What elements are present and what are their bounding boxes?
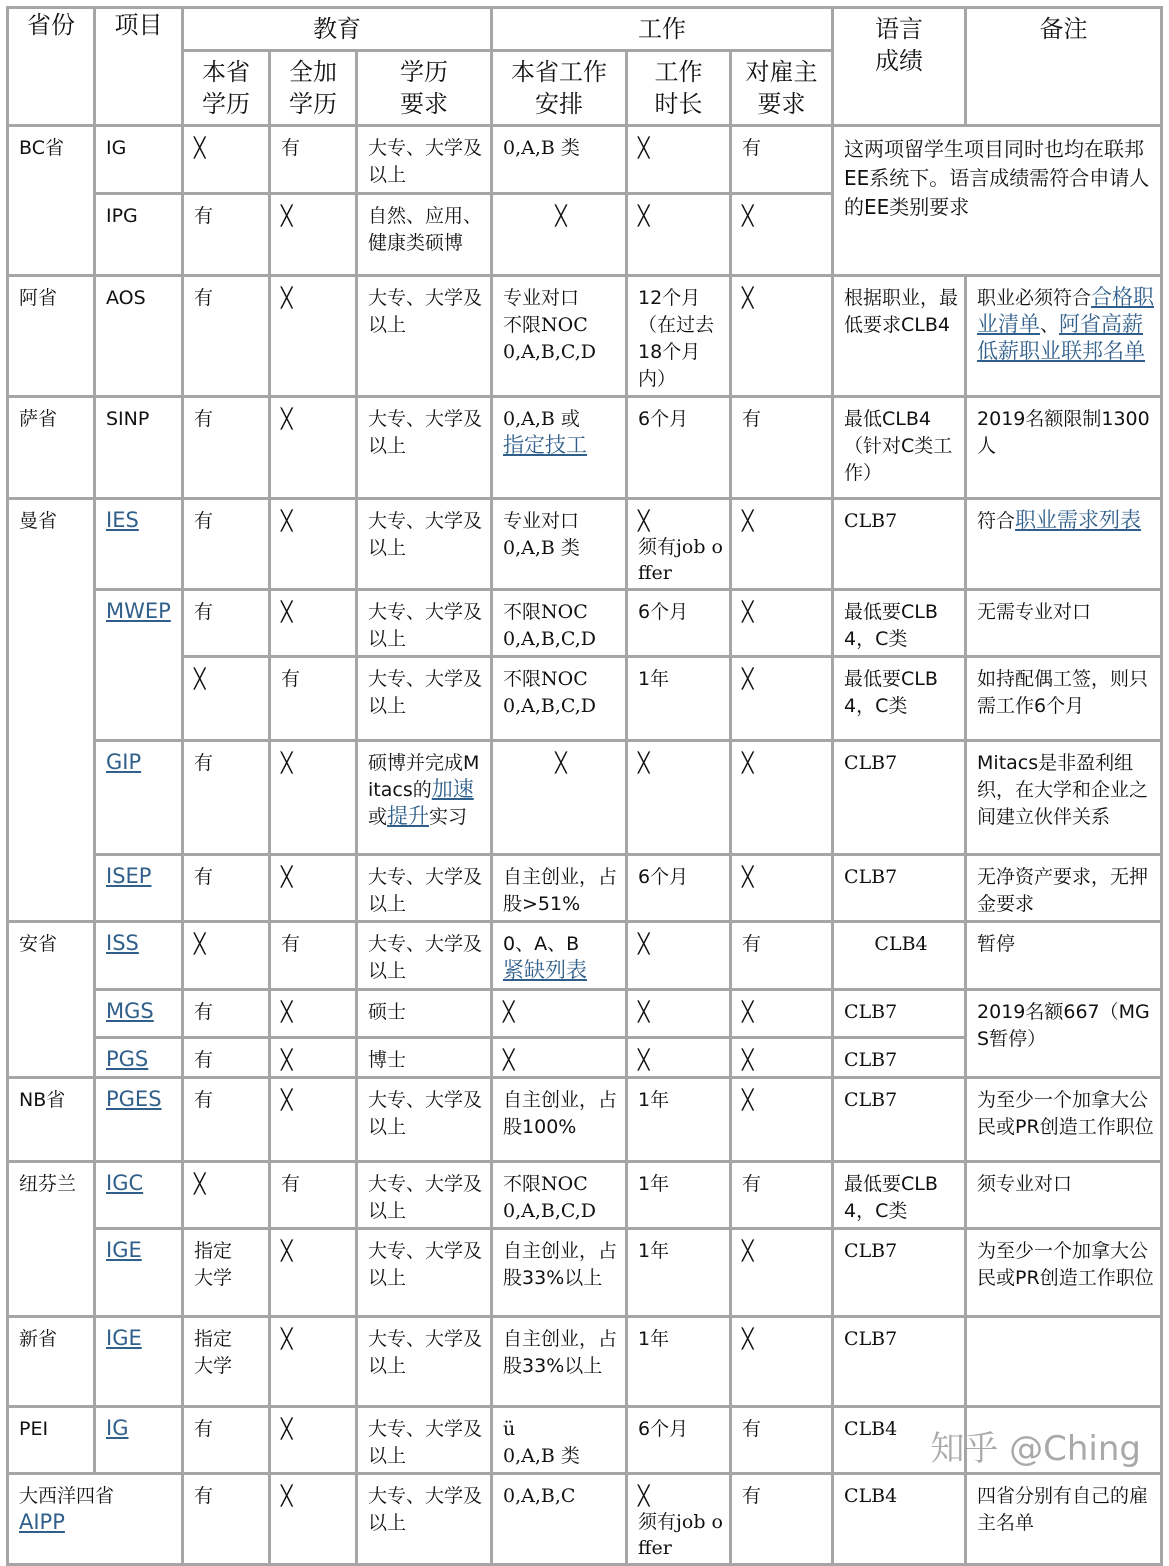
province-cell: 曼省 <box>8 499 95 922</box>
edu-canada-cell: ╳ <box>270 194 357 276</box>
work-local-cell: 自主创业，占股100% <box>492 1078 627 1162</box>
language-cell: CLB7 <box>833 1229 966 1317</box>
remarks-cell: 为至少一个加拿大公民或PR创造工作职位 <box>966 1078 1162 1162</box>
program-cell <box>95 1078 183 1162</box>
designated-trades-link[interactable]: 指定技工 <box>503 433 587 457</box>
employer-req-cell: ╳ <box>731 1078 833 1162</box>
program-link-mgs[interactable]: MGS <box>106 999 154 1023</box>
work-duration-cell: ╳ <box>627 194 731 276</box>
occupation-demand-list-link[interactable]: 职业需求列表 <box>1015 508 1141 532</box>
province-cell: 纽芬兰 <box>8 1162 95 1317</box>
accelerate-link[interactable]: 加速 <box>432 777 474 801</box>
work-text: 0,A,B 或 <box>503 408 580 430</box>
edu-canada-cell: ╳ <box>270 276 357 397</box>
work-local-cell: 0,A,B,C <box>492 1474 627 1565</box>
work-duration-cell: ╳ <box>627 990 731 1038</box>
edu-req-cell: 大专、大学及以上 <box>357 126 492 194</box>
employer-req-cell: 有 <box>731 1474 833 1565</box>
header-edu-local: 本省 学历 <box>183 51 270 126</box>
program-cell <box>95 1162 183 1229</box>
employer-req-cell: ╳ <box>731 1317 833 1407</box>
in-demand-list-link[interactable]: 紧缺列表 <box>503 958 587 982</box>
employer-req-cell: ╳ <box>731 990 833 1038</box>
edu-local-cell: 有 <box>183 499 270 590</box>
work-duration-cell: ╳ <box>627 741 731 855</box>
edu-req-cell: 大专、大学及以上 <box>357 1162 492 1229</box>
edu-local-cell: 有 <box>183 990 270 1038</box>
remarks-text: 职业必须符合 <box>977 287 1091 309</box>
employer-req-cell: ╳ <box>731 194 833 276</box>
language-cell: 最低CLB4（针对C类工作） <box>833 397 966 499</box>
aipp-link[interactable]: AIPP <box>19 1510 65 1534</box>
table-row <box>8 276 1162 397</box>
edu-req-cell: 硕士 <box>357 990 492 1038</box>
province-cell: NB省 <box>8 1078 95 1162</box>
work-local-cell: ╳ <box>492 194 627 276</box>
language-cell: 这两项留学生项目同时也均在联邦EE系统下。语言成绩需符合申请人的EE类别要求 <box>833 126 1162 276</box>
edu-canada-cell: ╳ <box>270 1317 357 1407</box>
table-row <box>8 1317 1162 1407</box>
remarks-cell: 须专业对口 <box>966 1162 1162 1229</box>
work-local-cell: 专业对口 0,A,B 类 <box>492 499 627 590</box>
program-link-igc[interactable]: IGC <box>106 1171 143 1195</box>
program-cell <box>95 990 183 1038</box>
edu-req-cell: 大专、大学及以上 <box>357 922 492 990</box>
program-cell: SINP <box>95 397 183 499</box>
work-duration-cell: ╳ <box>627 126 731 194</box>
edu-req-cell: 大专、大学及以上 <box>357 397 492 499</box>
province-cell: BC省 <box>8 126 95 276</box>
table-row <box>8 499 1162 590</box>
program-link-ig-pei[interactable]: IG <box>106 1416 128 1440</box>
header-language: 语言 成绩 <box>833 8 966 126</box>
program-link-mwep[interactable]: MWEP <box>106 599 171 623</box>
edu-canada-cell: 有 <box>270 922 357 990</box>
req-text: 硕博并完成Mitacs的 <box>368 752 479 801</box>
remarks-cell: 无净资产要求，无押金要求 <box>966 855 1162 922</box>
program-link-pges[interactable]: PGES <box>106 1087 162 1111</box>
edu-canada-cell: ╳ <box>270 1229 357 1317</box>
edu-local-cell: 有 <box>183 855 270 922</box>
program-link-gip[interactable]: GIP <box>106 750 141 774</box>
program-cell: AOS <box>95 276 183 397</box>
edu-canada-cell: ╳ <box>270 499 357 590</box>
edu-req-cell: 大专、大学及以上 <box>357 1078 492 1162</box>
edu-canada-cell: 有 <box>270 657 357 741</box>
work-local-cell: 专业对口 不限NOC 0,A,B,C,D <box>492 276 627 397</box>
table-row <box>8 990 1162 1038</box>
edu-local-cell: ╳ <box>183 922 270 990</box>
header-row-1 <box>8 8 1162 51</box>
language-cell: CLB7 <box>833 1317 966 1407</box>
language-cell: CLB4 <box>833 1407 966 1474</box>
program-cell <box>95 1407 183 1474</box>
table-row <box>8 397 1162 499</box>
edu-canada-cell: ╳ <box>270 1038 357 1078</box>
program-cell <box>95 1317 183 1407</box>
remarks-text: 符合 <box>977 510 1015 532</box>
work-duration-cell: ╳ <box>627 922 731 990</box>
table-row <box>8 1162 1162 1229</box>
work-duration-cell: 1年 <box>627 657 731 741</box>
employer-req-cell: ╳ <box>731 1038 833 1078</box>
edu-req-cell: 大专、大学及以上 <box>357 590 492 657</box>
elevate-link[interactable]: 提升 <box>387 804 429 828</box>
edu-local-cell: 有 <box>183 741 270 855</box>
work-duration-cell: ╳ 须有job offer <box>627 1474 731 1565</box>
program-cell: IPG <box>95 194 183 276</box>
program-link-ies[interactable]: IES <box>106 508 139 532</box>
work-local-cell: 不限NOC 0,A,B,C,D <box>492 590 627 657</box>
table-row <box>8 922 1162 990</box>
language-cell: CLB7 <box>833 855 966 922</box>
employer-req-cell: 有 <box>731 1407 833 1474</box>
program-link-iss[interactable]: ISS <box>106 931 139 955</box>
province-cell: 安省 <box>8 922 95 1078</box>
edu-canada-cell: ╳ <box>270 1407 357 1474</box>
edu-local-cell: 有 <box>183 1038 270 1078</box>
work-local-cell: 0,A,B 类 <box>492 126 627 194</box>
edu-req-cell: 博士 <box>357 1038 492 1078</box>
edu-req-cell: 大专、大学及以上 <box>357 276 492 397</box>
remarks-cell <box>966 499 1162 590</box>
table-row <box>8 1474 1162 1565</box>
edu-canada-cell: ╳ <box>270 990 357 1038</box>
edu-canada-cell: ╳ <box>270 855 357 922</box>
program-cell <box>95 1229 183 1317</box>
work-local-cell: 自主创业，占股33%以上 <box>492 1229 627 1317</box>
edu-req-cell: 自然、应用、健康类硕博 <box>357 194 492 276</box>
table-row <box>8 855 1162 922</box>
table-row <box>8 1229 1162 1317</box>
work-duration-cell: ╳ 须有job offer <box>627 499 731 590</box>
work-duration-cell: 1年 <box>627 1162 731 1229</box>
work-duration-cell: 1年 <box>627 1078 731 1162</box>
program-cell <box>95 741 183 855</box>
employer-req-cell: 有 <box>731 397 833 499</box>
work-duration-cell: 6个月 <box>627 855 731 922</box>
program-link-ige-ns[interactable]: IGE <box>106 1326 142 1350</box>
edu-canada-cell: ╳ <box>270 741 357 855</box>
employer-req-cell: 有 <box>731 126 833 194</box>
language-cell: CLB7 <box>833 1078 966 1162</box>
header-work-local: 本省工作 安排 <box>492 51 627 126</box>
edu-req-cell: 大专、大学及以上 <box>357 855 492 922</box>
table-row <box>8 741 1162 855</box>
employer-req-cell: ╳ <box>731 276 833 397</box>
header-work: 工作 <box>492 8 833 51</box>
edu-canada-cell: 有 <box>270 1162 357 1229</box>
alberta-occupation-list-link[interactable]: 阿省高薪低薪职业联邦名单 <box>977 312 1145 363</box>
work-duration-cell: ╳ <box>627 1038 731 1078</box>
edu-local-cell: 有 <box>183 276 270 397</box>
edu-req-cell: 大专、大学及以上 <box>357 1474 492 1565</box>
remarks-cell: 如持配偶工签，则只需工作6个月 <box>966 657 1162 741</box>
table-row <box>8 1078 1162 1162</box>
remarks-cell: 2019名额限制1300人 <box>966 397 1162 499</box>
header-employer-req: 对雇主 要求 <box>731 51 833 126</box>
edu-local-cell: 有 <box>183 590 270 657</box>
work-duration-cell: 1年 <box>627 1229 731 1317</box>
employer-req-cell: 有 <box>731 922 833 990</box>
work-duration-cell: 6个月 <box>627 1407 731 1474</box>
employer-req-cell: ╳ <box>731 590 833 657</box>
remarks-cell: 无需专业对口 <box>966 590 1162 657</box>
edu-local-cell: 指定 大学 <box>183 1317 270 1407</box>
work-local-cell: 自主创业，占股>51% <box>492 855 627 922</box>
language-cell: 最低要CLB4，C类 <box>833 657 966 741</box>
language-cell: CLB7 <box>833 741 966 855</box>
work-local-cell: 不限NOC 0,A,B,C,D <box>492 657 627 741</box>
remarks-cell: 四省分别有自己的雇主名单 <box>966 1474 1162 1565</box>
work-local-cell: 不限NOC 0,A,B,C,D <box>492 1162 627 1229</box>
edu-local-cell: 指定 大学 <box>183 1229 270 1317</box>
program-cell <box>95 855 183 922</box>
edu-req-cell: 大专、大学及以上 <box>357 499 492 590</box>
edu-canada-cell: ╳ <box>270 590 357 657</box>
document <box>6 6 1163 1566</box>
work-local-cell: ╳ <box>492 1038 627 1078</box>
work-duration-cell: 6个月 <box>627 590 731 657</box>
employer-req-cell: ╳ <box>731 657 833 741</box>
language-cell: CLB7 <box>833 990 966 1038</box>
remarks-cell: Mitacs是非盈利组织，在大学和企业之间建立伙伴关系 <box>966 741 1162 855</box>
employer-req-cell: ╳ <box>731 855 833 922</box>
program-link-pgs[interactable]: PGS <box>106 1047 148 1071</box>
header-edu-req: 学历 要求 <box>357 51 492 126</box>
edu-local-cell: ╳ <box>183 1162 270 1229</box>
program-link-isep[interactable]: ISEP <box>106 864 151 888</box>
language-cell: CLB7 <box>833 1038 966 1078</box>
qualified-occupations-link[interactable]: 合格职业清单 <box>977 285 1154 336</box>
edu-local-cell: ╳ <box>183 126 270 194</box>
remarks-cell: 为至少一个加拿大公民或PR创造工作职位 <box>966 1229 1162 1317</box>
edu-canada-cell: ╳ <box>270 397 357 499</box>
work-duration-cell: 12个月 （在过去18个月内） <box>627 276 731 397</box>
edu-local-cell: 有 <box>183 397 270 499</box>
language-cell: CLB4 <box>833 922 966 990</box>
edu-req-cell: 大专、大学及以上 <box>357 657 492 741</box>
edu-req-cell: 大专、大学及以上 <box>357 1407 492 1474</box>
work-local-cell <box>492 397 627 499</box>
program-link-ige[interactable]: IGE <box>106 1238 142 1262</box>
language-cell: 根据职业，最低要求CLB4 <box>833 276 966 397</box>
edu-canada-cell: ╳ <box>270 1474 357 1565</box>
province-cell: PEI <box>8 1407 95 1474</box>
province-cell: 新省 <box>8 1317 95 1407</box>
req-text: 或 <box>368 806 387 828</box>
work-local-cell: ╳ <box>492 741 627 855</box>
header-education: 教育 <box>183 8 492 51</box>
employer-req-cell: 有 <box>731 1162 833 1229</box>
edu-req-cell <box>357 741 492 855</box>
work-duration-cell: 6个月 <box>627 397 731 499</box>
edu-req-cell: 大专、大学及以上 <box>357 1317 492 1407</box>
edu-local-cell: ╳ <box>183 657 270 741</box>
language-cell: CLB7 <box>833 499 966 590</box>
program-cell <box>95 1038 183 1078</box>
program-cell <box>95 499 183 590</box>
remarks-sep: 、 <box>1040 314 1059 336</box>
work-local-cell: 自主创业，占股33%以上 <box>492 1317 627 1407</box>
program-cell <box>95 922 183 990</box>
edu-local-cell: 有 <box>183 1078 270 1162</box>
header-province: 省份 <box>8 8 95 126</box>
remarks-cell: 2019名额667（MGS暂停） <box>966 990 1162 1078</box>
edu-local-cell: 有 <box>183 194 270 276</box>
work-local-cell: ü 0,A,B 类 <box>492 1407 627 1474</box>
edu-local-cell: 有 <box>183 1407 270 1474</box>
edu-canada-cell: 有 <box>270 126 357 194</box>
pnp-student-programs-table <box>6 6 1163 1566</box>
watermark: 知乎 @Ching <box>930 1421 1141 1470</box>
province-cell: 阿省 <box>8 276 95 397</box>
edu-canada-cell: ╳ <box>270 1078 357 1162</box>
language-cell: 最低要CLB4，C类 <box>833 590 966 657</box>
remarks-cell <box>966 1317 1162 1407</box>
language-cell: CLB4 <box>833 1474 966 1565</box>
employer-req-cell: ╳ <box>731 499 833 590</box>
program-cell: IG <box>95 126 183 194</box>
province-name: 大西洋四省 <box>19 1485 114 1507</box>
work-duration-cell: 1年 <box>627 1317 731 1407</box>
header-remarks: 备注 <box>966 8 1162 126</box>
header-program: 项目 <box>95 8 183 126</box>
program-cell <box>95 590 183 741</box>
remarks-cell: 暂停 <box>966 922 1162 990</box>
remarks-cell <box>966 276 1162 397</box>
edu-local-cell: 有 <box>183 1474 270 1565</box>
table-row <box>8 590 1162 657</box>
work-local-cell <box>492 922 627 990</box>
work-text: 0、A、B <box>503 933 579 955</box>
edu-req-cell: 大专、大学及以上 <box>357 1229 492 1317</box>
province-cell: 萨省 <box>8 397 95 499</box>
employer-req-cell: ╳ <box>731 1229 833 1317</box>
req-text: 实习 <box>429 806 467 828</box>
table-row <box>8 126 1162 194</box>
province-cell <box>8 1474 183 1565</box>
header-edu-canada: 全加 学历 <box>270 51 357 126</box>
work-local-cell: ╳ <box>492 990 627 1038</box>
header-work-duration: 工作 时长 <box>627 51 731 126</box>
language-cell: 最低要CLB4，C类 <box>833 1162 966 1229</box>
employer-req-cell: ╳ <box>731 741 833 855</box>
